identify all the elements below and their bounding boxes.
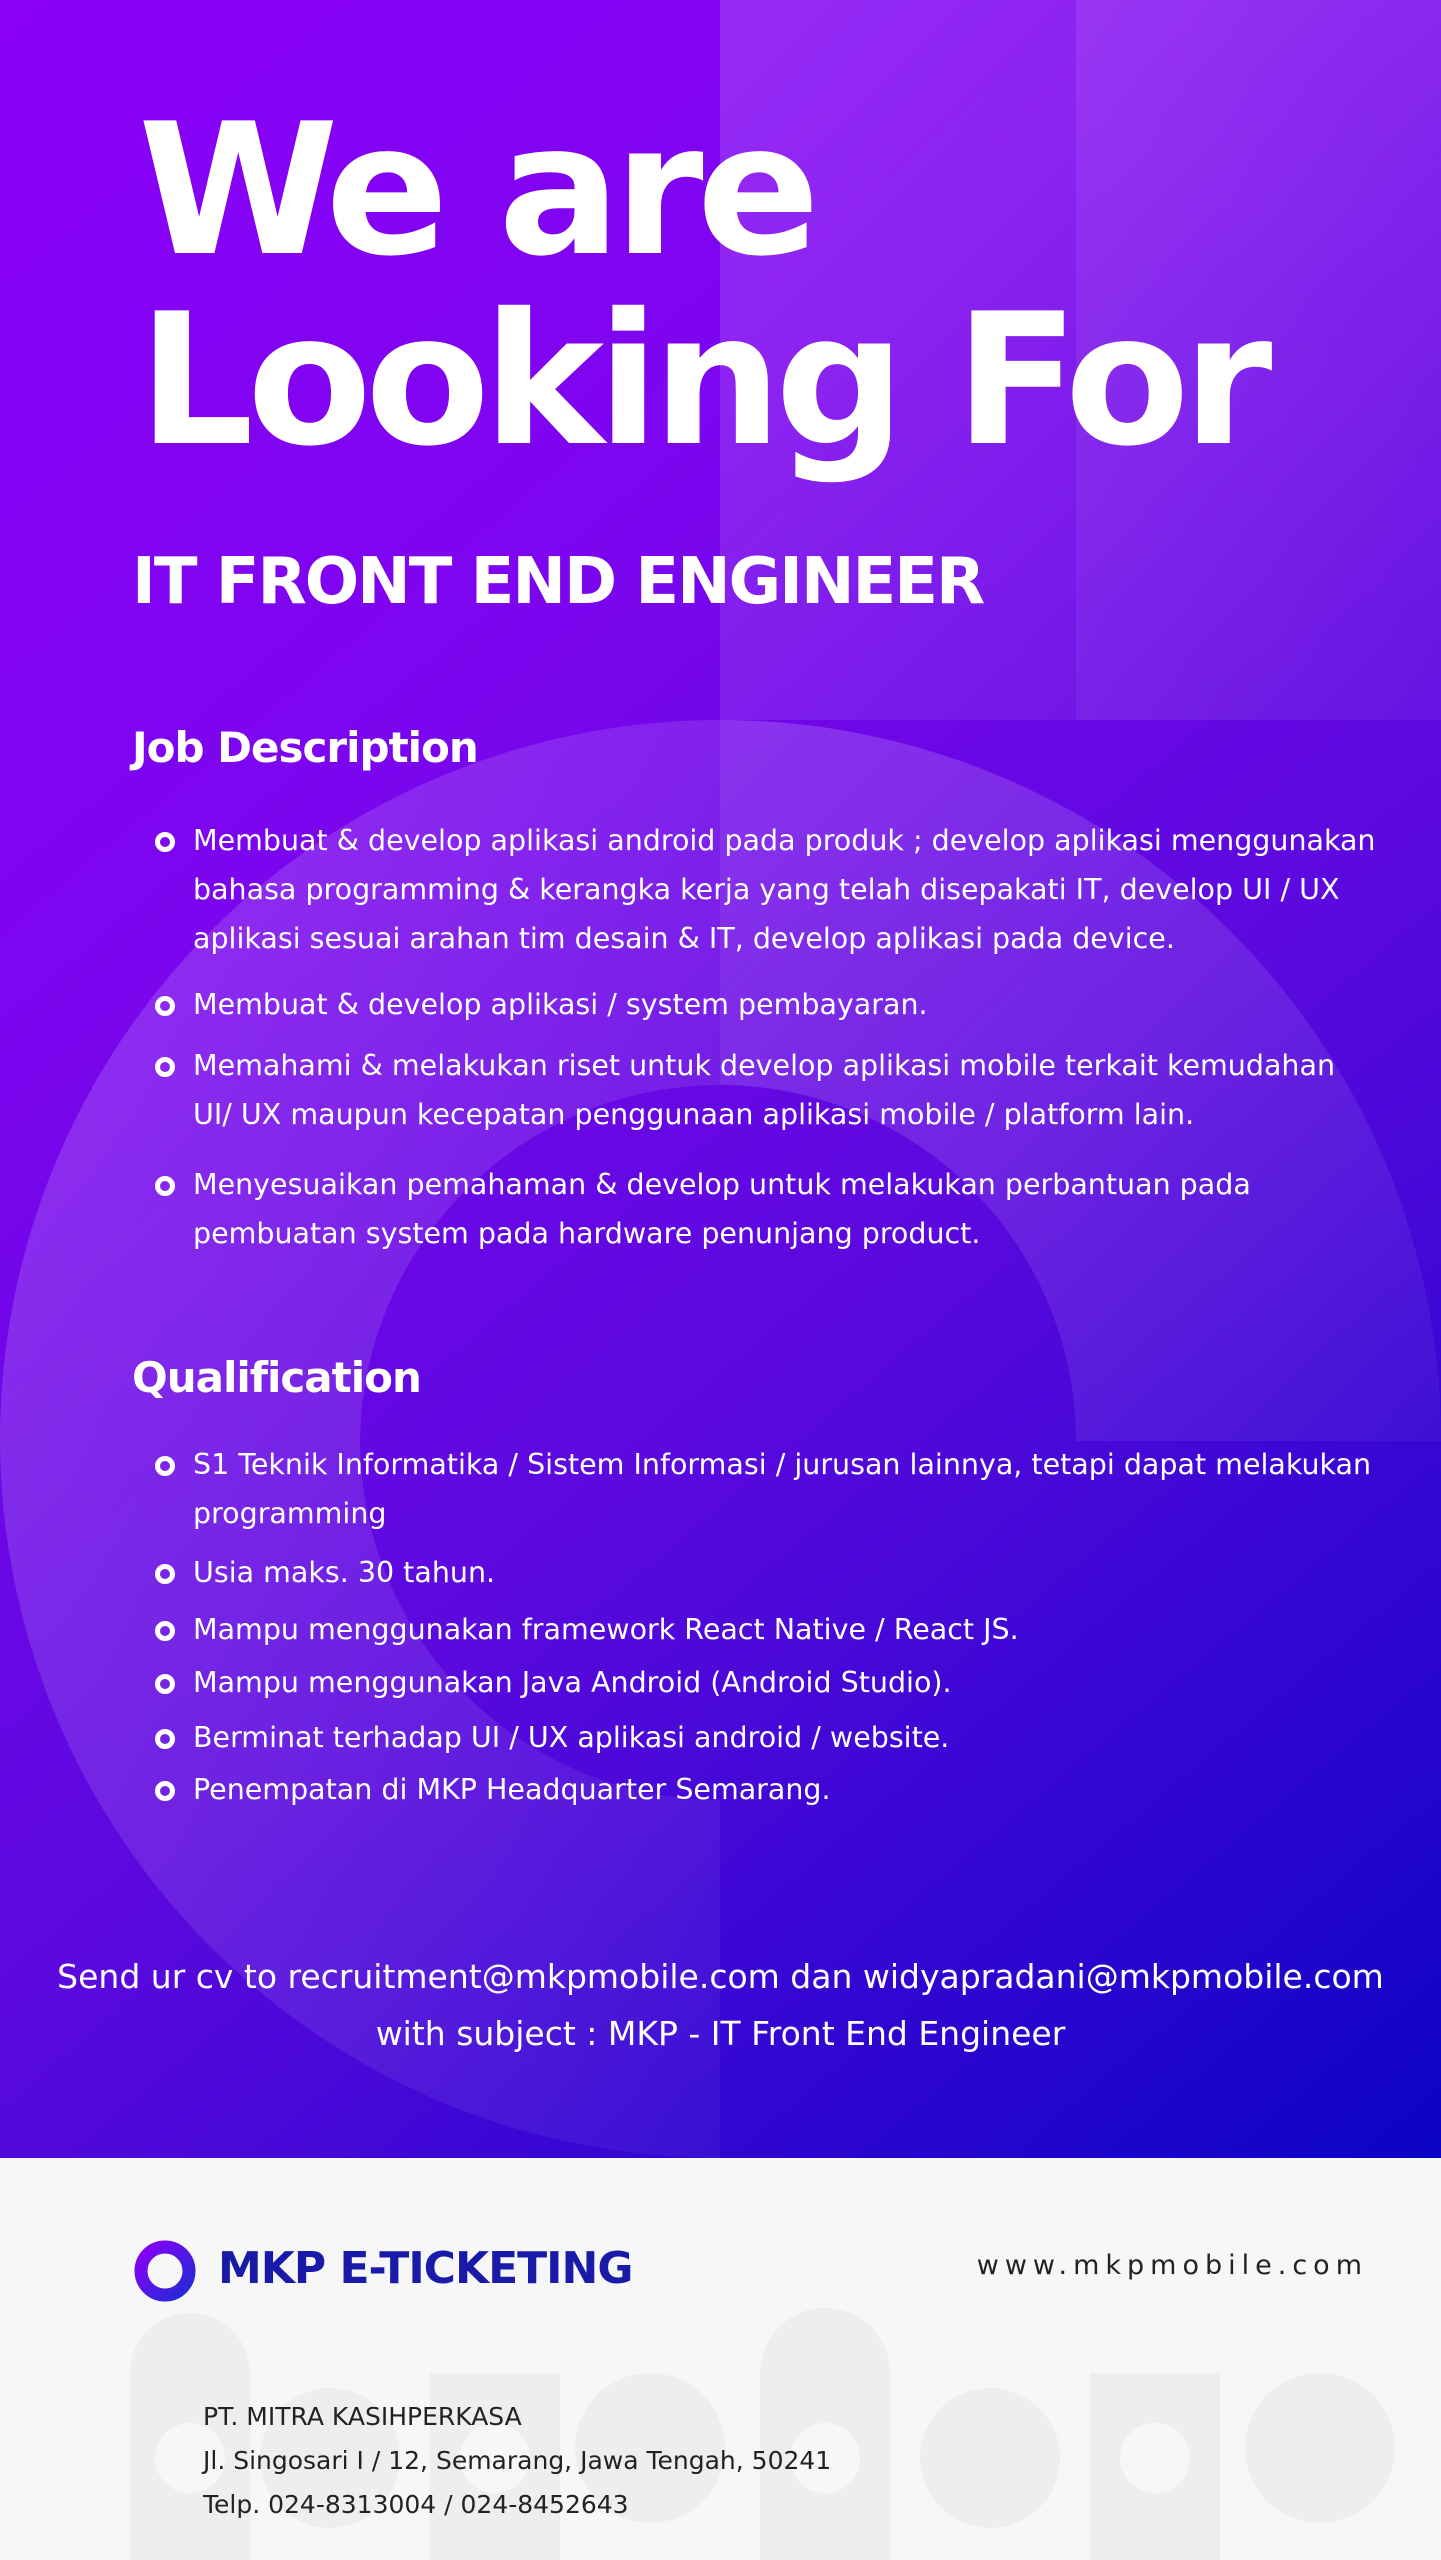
list-item — [155, 1658, 1385, 1707]
list-item-text: S1 Teknik Informatika / Sistem Informasi / jurusan lainnya, tetapi dapat melakukan programming — [193, 1448, 1372, 1530]
website-link[interactable]: www.mkpmobile.com — [976, 2250, 1368, 2281]
list-bullet-ring-icon — [155, 996, 175, 1016]
list-item — [155, 1440, 1393, 1538]
footer — [0, 2158, 1441, 2560]
job-description-title: Job Description — [132, 723, 478, 772]
list-bullet-ring-icon — [155, 1781, 175, 1801]
street-address: Jl. Singosari I / 12, Semarang, Jawa Tengah, 50241 — [203, 2446, 832, 2475]
list-item-text: Usia maks. 30 tahun. — [193, 1556, 496, 1589]
qualification-title: Qualification — [132, 1353, 421, 1402]
mkp-logo-ring-icon — [134, 2240, 196, 2302]
list-item-text: Membuat & develop aplikasi android pada produk ; develop aplikasi menggunakan bahasa programming & kerangka kerja yang telah disepakati IT, develop UI / UX aplikasi sesuai arahan tim desain & IT, develop aplikasi pada device. — [193, 824, 1376, 955]
headline — [138, 84, 1266, 486]
list-item-text: Mampu menggunakan Java Android (Android Studio). — [193, 1666, 952, 1699]
list-item-text: Membuat & develop aplikasi / system pembayaran. — [193, 988, 928, 1021]
list-bullet-ring-icon — [155, 1674, 175, 1694]
list-item — [155, 1160, 1293, 1258]
list-item — [155, 1605, 1385, 1654]
list-bullet-ring-icon — [155, 1564, 175, 1584]
job-title: IT FRONT END ENGINEER — [132, 545, 984, 619]
cta-line-1: Send ur cv to recruitment@mkpmobile.com dan widyapradani@mkpmobile.com — [57, 1957, 1384, 1996]
list-bullet-ring-icon — [155, 1621, 175, 1641]
list-bullet-ring-icon — [155, 832, 175, 852]
list-bullet-ring-icon — [155, 1057, 175, 1077]
list-bullet-ring-icon — [155, 1729, 175, 1749]
cta-line-2: with subject : MKP - IT Front End Engineer — [375, 2014, 1066, 2053]
brand-name: MKP E-TICKETING — [218, 2243, 633, 2294]
list-item-text: Berminat terhadap UI / UX aplikasi android / website. — [193, 1721, 950, 1754]
list-item — [155, 816, 1385, 963]
list-item — [155, 1765, 1385, 1814]
company-address — [203, 2395, 831, 2527]
list-item-text: Memahami & melakukan riset untuk develop aplikasi mobile terkait kemudahan UI/ UX maupun kecepatan penggunaan aplikasi mobile / platform lain. — [193, 1049, 1336, 1131]
company-name: PT. MITRA KASIHPERKASA — [203, 2402, 522, 2431]
phone-numbers: Telp. 024-8313004 / 024-8452643 — [203, 2490, 629, 2519]
list-item-text: Menyesuaikan pemahaman & develop untuk melakukan perbantuan pada pembuatan system pada hardware penunjang product. — [193, 1168, 1251, 1250]
list-bullet-ring-icon — [155, 1456, 175, 1476]
list-bullet-ring-icon — [155, 1176, 175, 1196]
list-item — [155, 1548, 1385, 1597]
qualification-list — [155, 1440, 1385, 1814]
list-item-text: Penempatan di MKP Headquarter Semarang. — [193, 1773, 831, 1806]
list-item-text: Mampu menggunakan framework React Native / React JS. — [193, 1613, 1019, 1646]
headline-line-1: We are — [138, 84, 814, 296]
list-item — [155, 980, 1385, 1029]
list-item — [155, 1713, 1385, 1762]
list-item — [155, 1041, 1363, 1139]
headline-line-2: Looking For — [138, 274, 1266, 486]
job-description-list — [155, 816, 1385, 1258]
cv-submission-instructions — [0, 1948, 1441, 2062]
